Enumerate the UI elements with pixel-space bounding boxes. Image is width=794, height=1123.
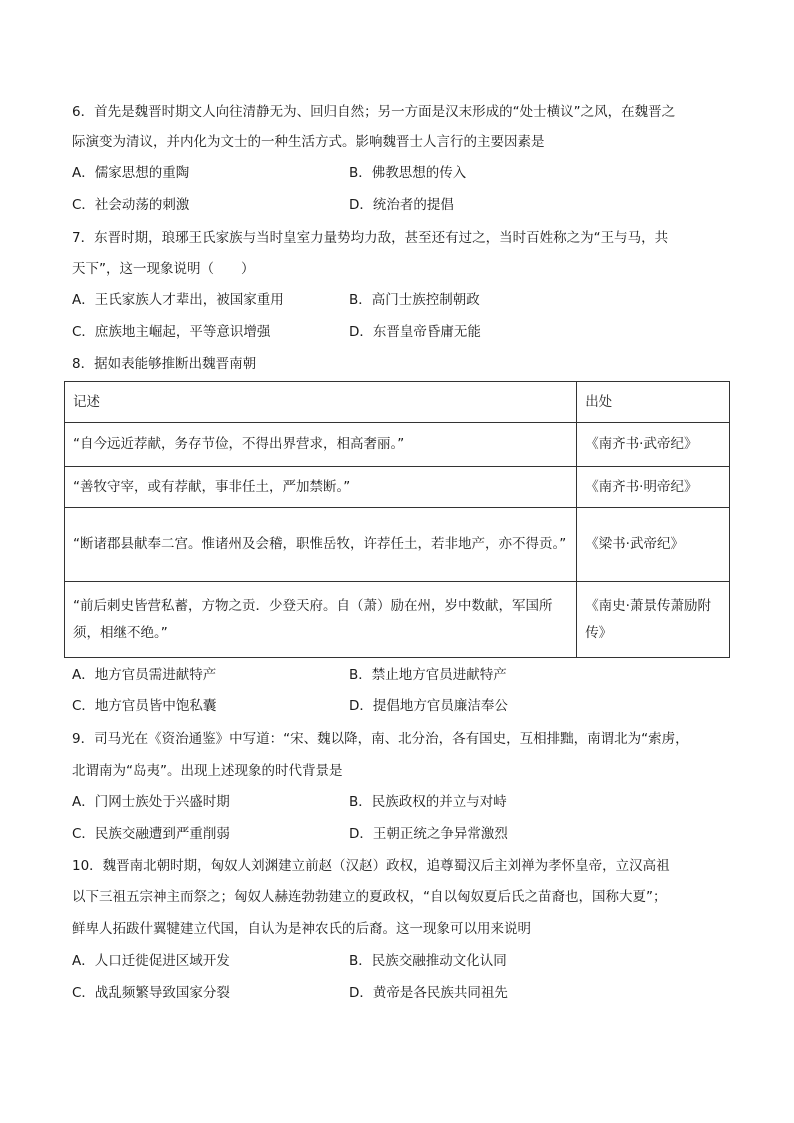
record-cell: “前后刺史皆营私蓄，方物之贡．少登天府。自（萧）励在州，岁中数献，军国所须，相继不绝。”	[65, 582, 577, 658]
q7-option-b: B．高门士族控制朝政	[349, 292, 480, 308]
table-row	[65, 582, 730, 658]
q10-option-c: C．战乱频繁导致国家分裂	[72, 985, 230, 1001]
q9-option-a: A．门网士族处于兴盛时期	[72, 794, 230, 810]
q6-option-d: D．统治者的提倡	[349, 197, 454, 213]
q10-stem-line3: 鲜卑人拓跋什翼犍建立代国，自认为是神农氏的后裔。这一现象可以用来说明	[72, 921, 531, 937]
table-row	[65, 467, 730, 508]
q9-option-b: B．民族政权的并立与对峙	[349, 794, 507, 810]
record-cell: “善牧守宰，或有荐献，事非任土，严加禁断。”	[65, 467, 577, 508]
q9-stem-line2: 北谓南为“岛夷”。出现上述现象的时代背景是	[72, 763, 343, 779]
q10-option-d: D．黄帝是各民族共同祖先	[349, 985, 508, 1001]
record-cell: “自今远近荐献，务存节俭，不得出界营求，相高奢丽。”	[65, 423, 577, 467]
q7-option-a: A．王氏家族人才辈出，被国家重用	[72, 292, 284, 308]
q7-option-d: D．东晋皇帝昏庸无能	[349, 324, 481, 340]
q6-option-b: B．佛教思想的传入	[349, 165, 467, 181]
source-cell: 《南齐书·武帝纪》	[577, 423, 730, 467]
q8-option-d: D．提倡地方官员廉洁奉公	[349, 698, 508, 714]
q6-option-c: C．社会动荡的刺激	[72, 197, 190, 213]
q8-option-a: A．地方官员需进献特产	[72, 667, 217, 683]
q10-stem-line1: 10．魏晋南北朝时期，匈奴人刘渊建立前赵（汉赵）政权，追尊蜀汉后主刘禅为孝怀皇帝，立汉高祖	[72, 858, 670, 874]
q7-stem-line1: 7．东晋时期，琅琊王氏家族与当时皇室力量势均力敌，甚至还有过之，当时百姓称之为“王与马，共	[72, 230, 669, 246]
q9-option-d: D．王朝正统之争异常激烈	[349, 826, 508, 842]
q6-option-a: A．儒家思想的重陶	[72, 165, 190, 181]
q8-option-b: B．禁止地方官员进献特产	[349, 667, 507, 683]
q6-stem-line2: 际演变为清议，并内化为文士的一种生活方式。影响魏晋士人言行的主要因素是	[72, 134, 545, 150]
q8-stem: 8．据如表能够推断出魏晋南朝	[72, 356, 257, 372]
source-cell: 《梁书·武帝纪》	[577, 508, 730, 582]
q8-option-c: C．地方官员皆中饱私囊	[72, 698, 217, 714]
q8-records-table	[64, 381, 730, 658]
q10-stem-line2: 以下三祖五宗神主而祭之；匈奴人赫连勃勃建立的夏政权，“自以匈奴夏后氏之苗裔也，国称大夏”；	[72, 889, 667, 905]
q7-stem-line2: 天下”，这一现象说明（ ）	[72, 261, 255, 277]
record-cell: “断诸郡县献奉二宫。惟诸州及会稽，职惟岳牧，许荐任土，若非地产，亦不得贡。”	[65, 508, 577, 582]
table-row	[65, 508, 730, 582]
header-source: 出处	[577, 382, 730, 423]
table-row	[65, 423, 730, 467]
q10-option-b: B．民族交融推动文化认同	[349, 953, 507, 969]
q6-stem-line1: 6．首先是魏晋时期文人向往清静无为、回归自然；另一方面是汉末形成的“处士横议”之风，在魏晋之	[72, 104, 676, 120]
source-cell: 《南史·萧景传萧励附传》	[577, 582, 730, 658]
source-cell: 《南齐书·明帝纪》	[577, 467, 730, 508]
table-header-row	[65, 382, 730, 423]
q7-option-c: C．庶族地主崛起，平等意识增强	[72, 324, 271, 340]
q9-stem-line1: 9．司马光在《资治通鉴》中写道：“宋、魏以降，南、北分治，各有国史，互相排黜，南谓北为“索虏，	[72, 731, 689, 747]
q10-option-a: A．人口迁徙促进区域开发	[72, 953, 230, 969]
q9-option-c: C．民族交融遭到严重削弱	[72, 826, 230, 842]
header-record: 记述	[65, 382, 577, 423]
